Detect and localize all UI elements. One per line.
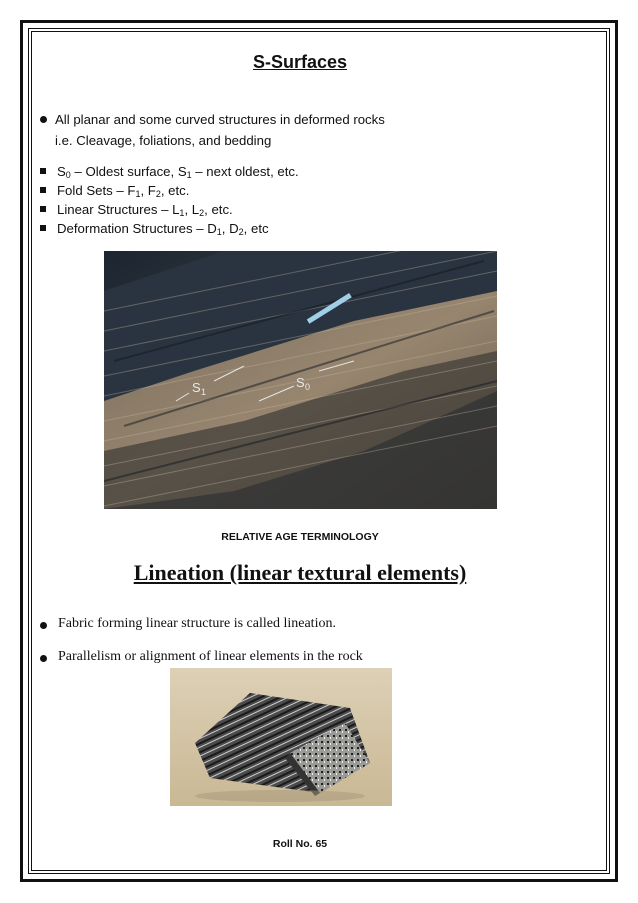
photo-caption: RELATIVE AGE TERMINOLOGY xyxy=(221,531,379,543)
rock-outcrop-photo xyxy=(104,251,497,509)
square-bullet-icon xyxy=(40,206,46,212)
label-s0-subscript: 0 xyxy=(305,382,311,392)
bullet-dot xyxy=(40,655,47,662)
square-bullet-icon xyxy=(40,187,46,193)
label-s0-letter: S xyxy=(296,375,305,390)
bullet-line-2: i.e. Cleavage, foliations, and bedding xyxy=(55,133,272,148)
bullet-planar-structures xyxy=(55,109,385,151)
square-bullet-icon xyxy=(40,225,46,231)
bullet-fabric-lineation: Fabric forming linear structure is called lineation. xyxy=(58,616,336,631)
bullet-parallelism: Parallelism or alignment of linear elements in the rock xyxy=(58,649,363,664)
bullet-dot xyxy=(40,622,47,629)
rock-specimen-photo xyxy=(170,668,392,806)
heading-s-surfaces: S-Surfaces xyxy=(252,52,348,72)
heading-lineation: Lineation (linear textural elements) xyxy=(133,560,467,585)
label-s1-subscript: 1 xyxy=(201,387,207,397)
label-s1-letter: S xyxy=(192,380,201,395)
footer-roll-number: Roll No. 65 xyxy=(272,838,328,850)
bullet-line-1: All planar and some curved structures in deformed rocks xyxy=(55,112,385,127)
bullet-dot xyxy=(40,116,47,123)
square-bullet-icon xyxy=(40,168,46,174)
